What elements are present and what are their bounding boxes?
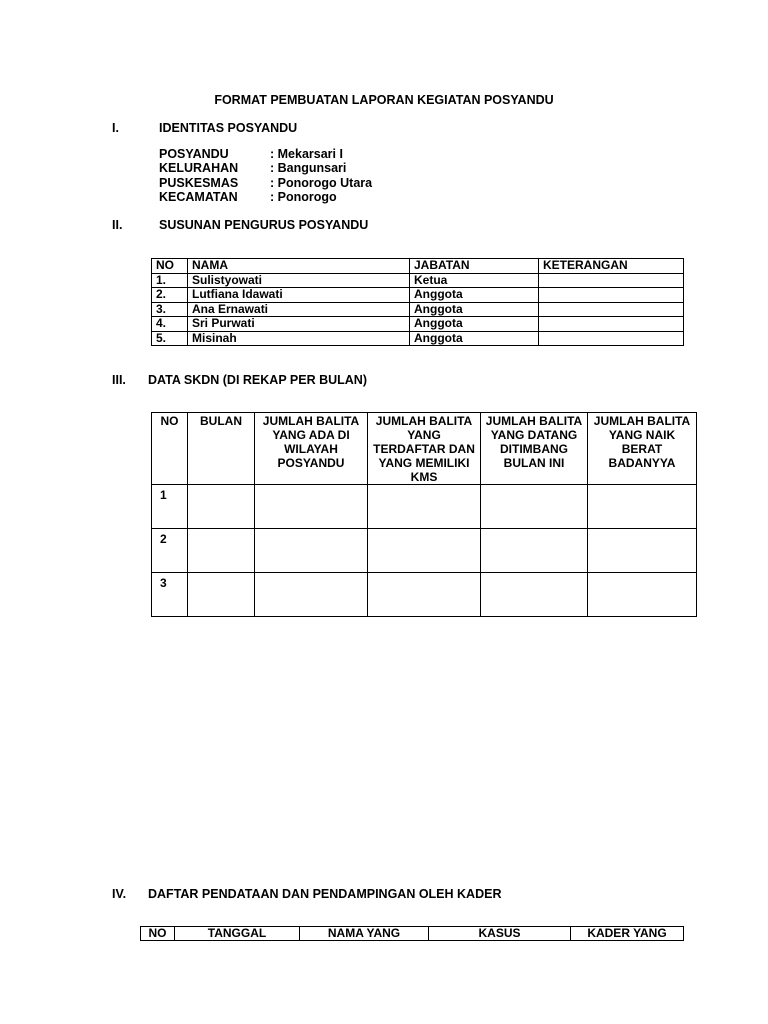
- cell-no: 5.: [152, 331, 188, 346]
- cell-no: 1.: [152, 273, 188, 288]
- header-no: NO: [152, 259, 188, 274]
- header-no: NO: [141, 927, 175, 941]
- cell-empty: [481, 485, 588, 529]
- cell-keterangan: [539, 273, 684, 288]
- cell-jabatan: Ketua: [410, 273, 539, 288]
- cell-jabatan: Anggota: [410, 288, 539, 303]
- cell-keterangan: [539, 331, 684, 346]
- identity-row-kelurahan: [159, 161, 372, 175]
- cell-empty: [588, 485, 697, 529]
- cell-empty: [188, 485, 255, 529]
- section-4-number: IV.: [112, 887, 127, 901]
- section-3-title: DATA SKDN (DI REKAP PER BULAN): [148, 373, 367, 387]
- cell-empty: [588, 529, 697, 573]
- header-tanggal: TANGGAL: [175, 927, 300, 941]
- cell-empty: [188, 529, 255, 573]
- header-no: NO: [152, 413, 188, 485]
- header-jumlah-balita-naik: JUMLAH BALITA YANG NAIK BERAT BADANYYA: [588, 413, 697, 485]
- identity-label: KECAMATAN: [159, 189, 238, 204]
- cell-no: 4.: [152, 317, 188, 332]
- cell-nama: Misinah: [188, 331, 410, 346]
- identity-value: : Ponorogo: [270, 189, 337, 204]
- identity-label: KELURAHAN: [159, 161, 239, 176]
- cell-empty: [368, 529, 481, 573]
- header-keterangan: KETERANGAN: [539, 259, 684, 274]
- cell-jabatan: Anggota: [410, 302, 539, 317]
- cell-keterangan: [539, 288, 684, 303]
- cell-nama: Sulistyowati: [188, 273, 410, 288]
- section-3-number: III.: [112, 373, 126, 387]
- table-row: [152, 331, 684, 346]
- pengurus-table: [151, 258, 684, 346]
- cell-empty: [588, 573, 697, 617]
- cell-no: 2: [152, 529, 188, 573]
- identity-value: : Mekarsari I: [270, 147, 343, 161]
- section-2-number: II.: [112, 218, 123, 232]
- cell-nama: Sri Purwati: [188, 317, 410, 332]
- identity-label: POSYANDU: [159, 147, 229, 161]
- table-header-row: [141, 927, 684, 941]
- cell-keterangan: [539, 317, 684, 332]
- document-title: FORMAT PEMBUATAN LAPORAN KEGIATAN POSYANDU: [214, 93, 554, 107]
- cell-no: 2.: [152, 288, 188, 303]
- cell-empty: [255, 529, 368, 573]
- table-row: [152, 302, 684, 317]
- header-jumlah-balita-terdaftar: JUMLAH BALITA YANG TERDAFTAR DAN YANG MEMILIKI KMS: [368, 413, 481, 485]
- header-nama: NAMA: [188, 259, 410, 274]
- header-bulan: BULAN: [188, 413, 255, 485]
- cell-empty: [368, 485, 481, 529]
- identity-row-kecamatan: [159, 190, 372, 204]
- cell-no: 3.: [152, 302, 188, 317]
- cell-jabatan: Anggota: [410, 331, 539, 346]
- cell-nama: Lutfiana Idawati: [188, 288, 410, 303]
- header-jumlah-balita-ada: JUMLAH BALITA YANG ADA DI WILAYAH POSYANDU: [255, 413, 368, 485]
- table-header-row: [152, 259, 684, 274]
- cell-empty: [481, 529, 588, 573]
- table-row: [152, 273, 684, 288]
- section-1-title: IDENTITAS POSYANDU: [159, 121, 298, 135]
- cell-jabatan: Anggota: [410, 317, 539, 332]
- cell-empty: [481, 573, 588, 617]
- header-nama-yang: NAMA YANG: [300, 927, 429, 941]
- identity-row-posyandu: [159, 147, 372, 161]
- section-2-title: SUSUNAN PENGURUS POSYANDU: [159, 218, 369, 232]
- cell-nama: Ana Ernawati: [188, 302, 410, 317]
- table-row: [152, 317, 684, 332]
- cell-empty: [255, 485, 368, 529]
- pendataan-table: [140, 926, 684, 941]
- skdn-table: [151, 412, 697, 617]
- table-row: [152, 573, 697, 617]
- section-1-number: I.: [112, 121, 119, 135]
- header-kasus: KASUS: [429, 927, 571, 941]
- table-row: [152, 485, 697, 529]
- table-row: [152, 529, 697, 573]
- header-jabatan: JABATAN: [410, 259, 539, 274]
- identity-value: : Ponorogo Utara: [270, 175, 373, 190]
- table-header-row: [152, 413, 697, 485]
- table-row: [152, 288, 684, 303]
- header-jumlah-balita-datang: JUMLAH BALITA YANG DATANG DITIMBANG BULAN INI: [481, 413, 588, 485]
- cell-empty: [368, 573, 481, 617]
- header-kader-yang: KADER YANG: [571, 927, 684, 941]
- cell-keterangan: [539, 302, 684, 317]
- identity-row-puskesmas: [159, 176, 372, 190]
- identity-value: : Bangunsari: [270, 161, 347, 176]
- section-4-title: DAFTAR PENDATAAN DAN PENDAMPINGAN OLEH KADER: [148, 887, 502, 901]
- cell-no: 3: [152, 573, 188, 617]
- cell-empty: [255, 573, 368, 617]
- identity-label: PUSKESMAS: [159, 175, 239, 190]
- cell-no: 1: [152, 485, 188, 529]
- identity-block: [159, 147, 372, 204]
- cell-empty: [188, 573, 255, 617]
